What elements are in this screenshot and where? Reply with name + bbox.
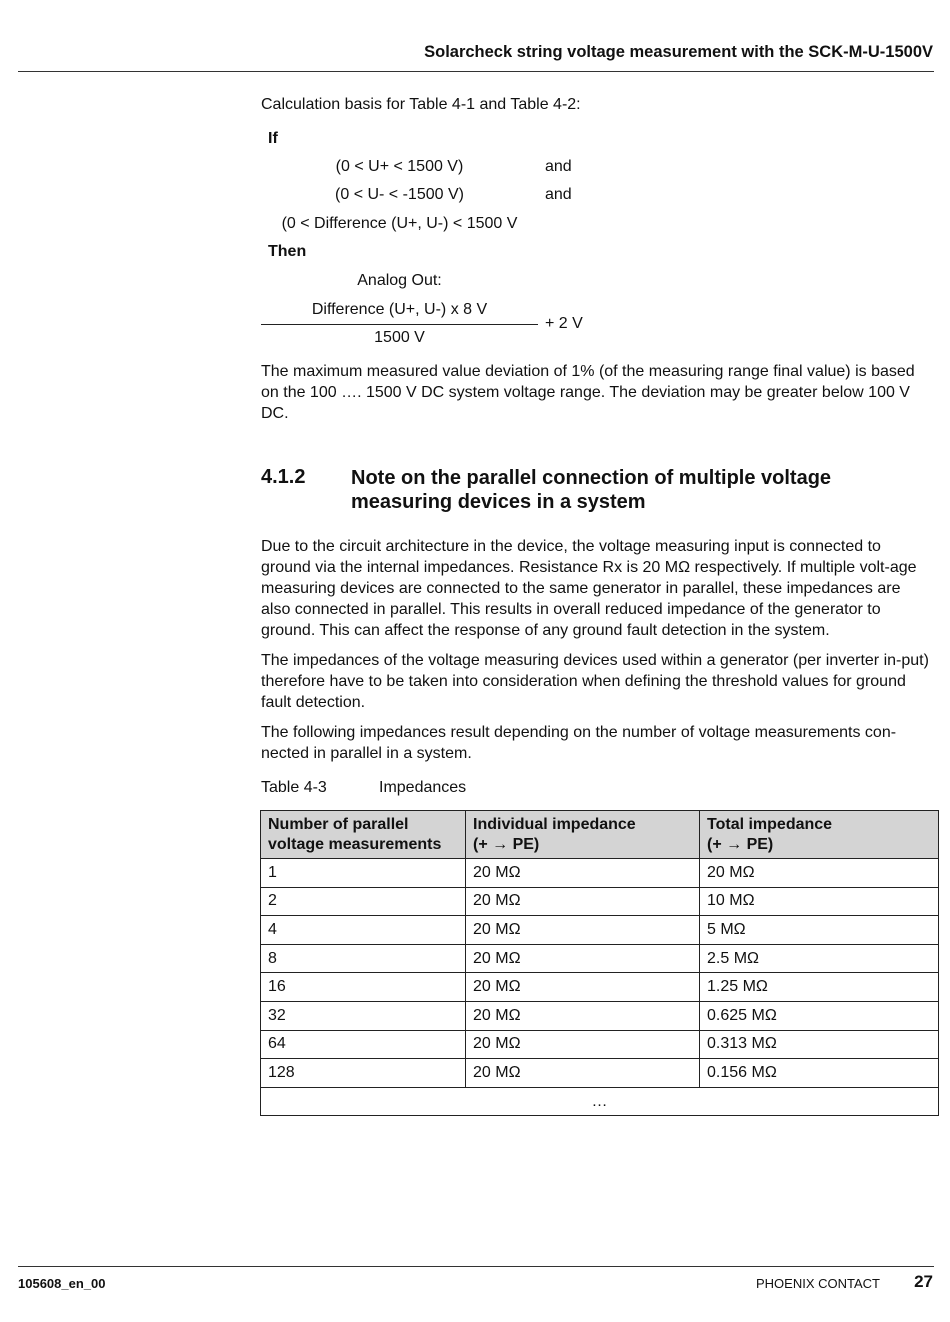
running-header: Solarcheck string voltage measurement with the SCK-M-U-1500V	[424, 43, 933, 61]
footer-divider	[18, 1266, 934, 1267]
cell-count: 128	[261, 1059, 466, 1088]
table-row	[261, 1059, 939, 1088]
cell-count: 1	[261, 859, 466, 888]
calc-intro: Calculation basis for Table 4-1 and Table 4-2:	[261, 96, 581, 113]
table-caption-title: Impedances	[379, 779, 467, 796]
deviation-paragraph: The maximum measured value deviation of 1% (of the measuring range final value) is based on the 100 …. 1500 V DC system voltage range. The deviation may be greater below 100 V DC.	[261, 363, 915, 422]
condition-1-join: and	[545, 158, 572, 175]
page-number: 27	[914, 1272, 933, 1291]
continuation-ellipsis: …	[261, 1087, 939, 1116]
cell-individual: 20 MΩ	[466, 1030, 700, 1059]
section-number: 4.1.2	[261, 466, 306, 488]
header-divider	[18, 71, 934, 72]
cell-individual: 20 MΩ	[466, 973, 700, 1002]
fraction-numerator: Difference (U+, U-) x 8 V	[311, 301, 488, 318]
impedance-table	[260, 810, 939, 1116]
table-row	[261, 973, 939, 1002]
table-caption-number: Table 4-3	[261, 779, 327, 796]
cell-total: 20 MΩ	[700, 859, 939, 888]
cell-count: 4	[261, 916, 466, 945]
cell-total: 1.25 MΩ	[700, 973, 939, 1002]
cell-total: 10 MΩ	[700, 887, 939, 916]
table-row	[261, 887, 939, 916]
cell-individual: 20 MΩ	[466, 1001, 700, 1030]
cell-individual: 20 MΩ	[466, 1059, 700, 1088]
document-id: 105608_en_00	[18, 1276, 106, 1291]
table-row	[261, 859, 939, 888]
cell-total: 0.625 MΩ	[700, 1001, 939, 1030]
cell-total: 0.313 MΩ	[700, 1030, 939, 1059]
cell-individual: 20 MΩ	[466, 944, 700, 973]
cell-count: 8	[261, 944, 466, 973]
fraction-denominator: 1500 V	[374, 329, 425, 346]
company-name: PHOENIX CONTACT	[756, 1276, 880, 1291]
table-row	[261, 1001, 939, 1030]
header-individual-impedance: Individual impedance (+ → PE)	[466, 811, 700, 859]
formula-offset: + 2 V	[545, 315, 583, 332]
table-row	[261, 916, 939, 945]
cell-total: 5 MΩ	[700, 916, 939, 945]
condition-1: (0 < U+ < 1500 V)	[335, 158, 464, 175]
condition-2: (0 < U- < -1500 V)	[335, 186, 464, 203]
condition-2-join: and	[545, 186, 572, 203]
cell-individual: 20 MΩ	[466, 859, 700, 888]
header-total-impedance: Total impedance (+ → PE)	[700, 811, 939, 859]
condition-3: (0 < Difference (U+, U-) < 1500 V	[281, 215, 518, 232]
table-row	[261, 1030, 939, 1059]
cell-individual: 20 MΩ	[466, 916, 700, 945]
cell-count: 2	[261, 887, 466, 916]
body-paragraph-2: The impedances of the voltage measuring devices used within a generator (per inverter in-put) therefore have to be taken into consideration when defining the threshold values for ground fault detection.	[261, 652, 929, 711]
cell-total: 2.5 MΩ	[700, 944, 939, 973]
section-title: Note on the parallel connection of multiple voltage measuring devices in a system	[351, 467, 832, 513]
header-parallel-count: Number of parallel voltage measurements	[261, 811, 466, 859]
cell-individual: 20 MΩ	[466, 887, 700, 916]
cell-count: 32	[261, 1001, 466, 1030]
cell-total: 0.156 MΩ	[700, 1059, 939, 1088]
body-paragraph-3: The following impedances result depending on the number of voltage measurements con-nected in parallel in a system.	[261, 724, 897, 762]
if-label: If	[268, 130, 278, 147]
table-continuation-row	[261, 1087, 939, 1116]
cell-count: 64	[261, 1030, 466, 1059]
table-row	[261, 944, 939, 973]
cell-count: 16	[261, 973, 466, 1002]
body-paragraph-1: Due to the circuit architecture in the device, the voltage measuring input is connected to ground via the internal impedances. Resistance Rx is 20 MΩ respectively. If multiple volt-age measuring devices are connected to the same generator in parallel, these impedances are also connected in parallel. This results in overall reduced impedance of the generator to ground. This can affect the response of any ground fault detection in the system.	[261, 538, 917, 639]
fraction-bar	[261, 324, 538, 325]
analog-out-label: Analog Out:	[357, 272, 442, 289]
then-label: Then	[268, 243, 307, 260]
table-header-row	[261, 811, 939, 859]
